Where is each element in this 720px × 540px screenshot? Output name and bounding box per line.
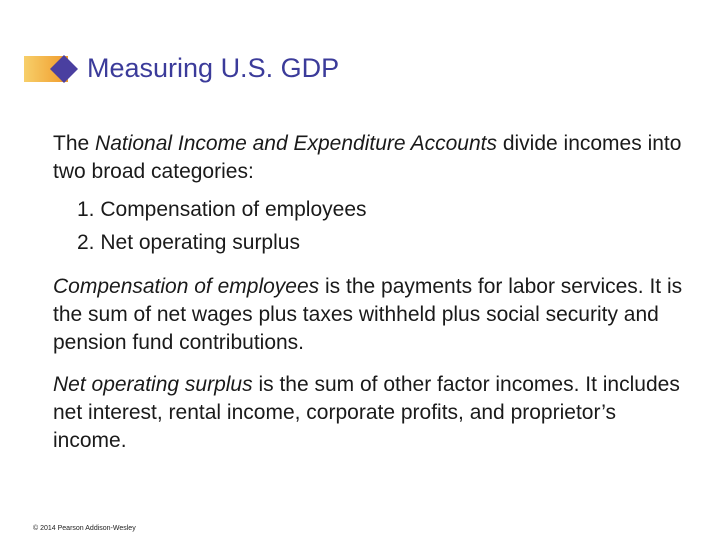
slide-title: Measuring U.S. GDP (87, 53, 340, 83)
list-item: 1. Compensation of employees (77, 198, 367, 221)
paragraph-intro-emphasis: National Income and Expenditure Accounts (95, 132, 497, 155)
slide-title-bar (24, 48, 424, 88)
paragraph-compensation (53, 273, 693, 357)
list-item: 2. Net operating surplus (77, 231, 300, 254)
paragraph-surplus (53, 371, 693, 455)
paragraph-compensation-text: is the payments for labor services. It is the sum of net wages plus taxes withheld plus social security and pension fund contributions. (53, 275, 683, 354)
copyright-footer: © 2014 Pearson Addison-Wesley (33, 525, 136, 532)
paragraph-intro-after: divide incomes into two broad categories: (53, 132, 682, 183)
paragraph-intro (53, 130, 693, 186)
category-list (77, 193, 367, 259)
paragraph-compensation-emphasis: Compensation of employees (53, 275, 320, 298)
paragraph-surplus-emphasis: Net operating surplus (53, 373, 253, 396)
paragraph-intro-before: The (53, 132, 96, 155)
title-bullet-graphic (24, 54, 80, 84)
paragraph-surplus-text: is the sum of other factor incomes. It includes net interest, rental income, corporate profits, and proprietor’s income. (53, 373, 680, 452)
